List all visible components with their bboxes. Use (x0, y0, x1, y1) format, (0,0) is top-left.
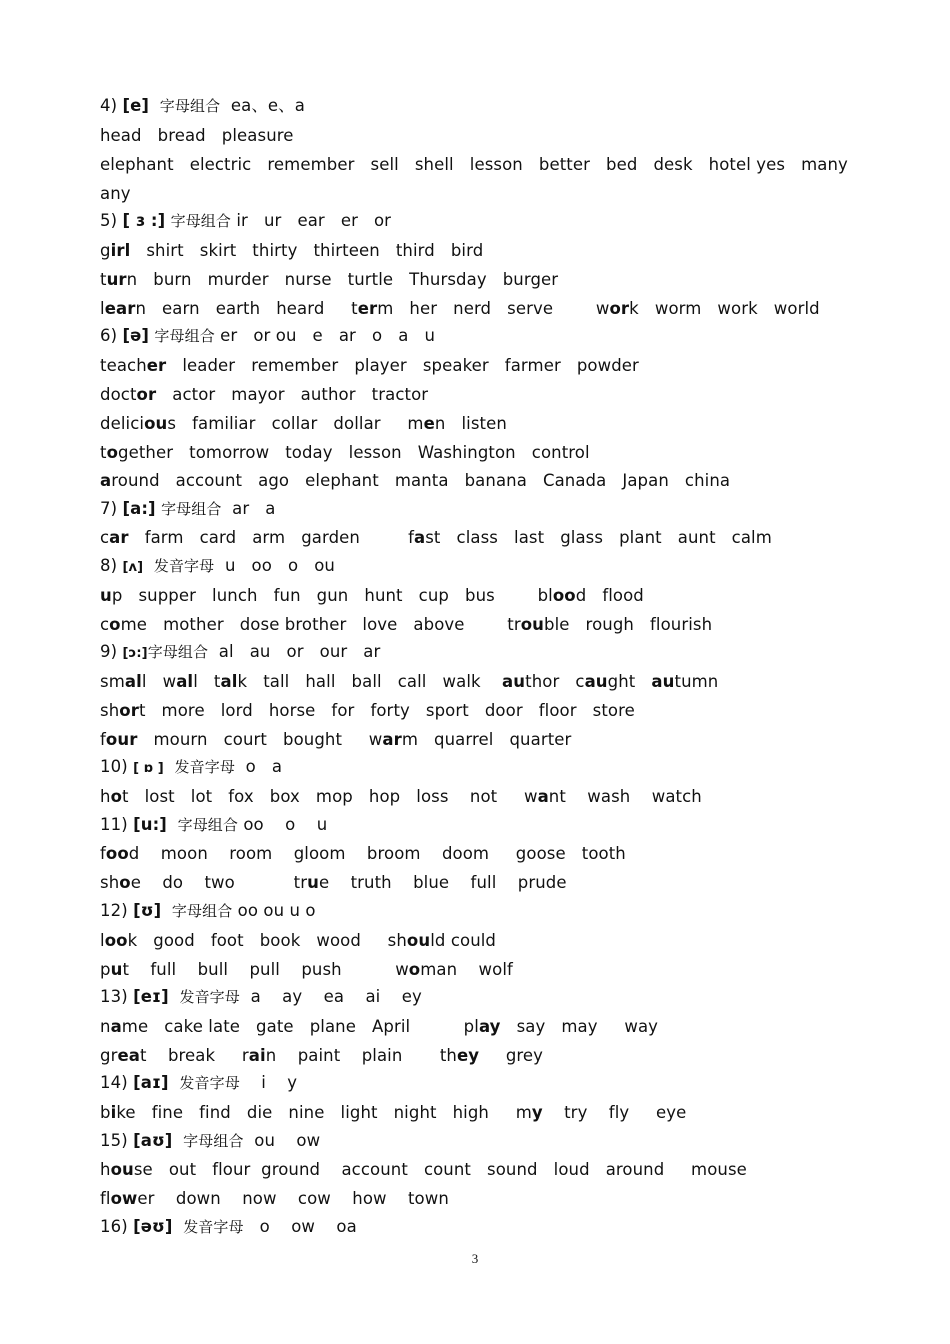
word-list-line (100, 528, 772, 548)
text-segment: 8) (100, 556, 123, 575)
chinese-label: 字母组合 (147, 643, 209, 661)
text-segment: 5) (100, 211, 123, 230)
section-heading (100, 987, 422, 1007)
text-segment: sh (100, 701, 120, 720)
text-segment: ght (607, 672, 652, 691)
word-list-line (100, 126, 294, 146)
bold-letters: [eɪ] (133, 987, 169, 1006)
chinese-label: 字母组合 (171, 902, 233, 920)
bold-letters: o (106, 443, 119, 462)
bold-letters: ou (110, 1160, 134, 1179)
word-list-line (100, 931, 496, 951)
text-segment: se out flour ground account count sound loud around mouse (133, 1160, 747, 1179)
page-number: 3 (471, 1251, 479, 1266)
bold-letters: ay (478, 1017, 501, 1036)
text-segment: man wolf (420, 960, 513, 979)
text-segment: 15) (100, 1131, 134, 1150)
text-segment: f (100, 844, 106, 863)
text-segment: t more lord horse for forty sport door floor store (138, 701, 635, 720)
section-heading (100, 556, 335, 578)
bold-letters: y (531, 1103, 543, 1122)
word-list-line (100, 1103, 686, 1123)
text-segment: oo ou u o (232, 901, 316, 920)
text-segment: sh (100, 873, 120, 892)
text-segment: ld could (430, 931, 497, 950)
bold-letters: [a:] (122, 499, 156, 518)
bold-letters: [aɪ] (133, 1073, 169, 1092)
text-segment: say may way (500, 1017, 659, 1036)
text-segment: h (100, 1160, 111, 1179)
text-segment: elephant electric remember sell shell lesson better bed desk hotel yes many (100, 155, 848, 174)
bold-letters: [ ɒ ] (133, 761, 164, 776)
text-segment: head bread pleasure (100, 126, 294, 145)
text-segment: ble rough flourish (544, 615, 713, 634)
bold-letters: oo (104, 931, 128, 950)
text-segment: shirt skirt thirty thirteen third bird (130, 241, 484, 260)
text-segment: p (100, 960, 111, 979)
text-segment: t (100, 270, 107, 289)
bold-letters: ear (104, 299, 136, 318)
text-segment: 4) (100, 96, 123, 115)
text-segment (164, 757, 175, 776)
text-segment: o ow oa (243, 1217, 357, 1236)
text-segment: er down now cow how town (137, 1189, 449, 1208)
bold-letters: [ʊ] (133, 901, 162, 920)
text-segment: t lost lot fox box mop hop loss not w (122, 787, 538, 806)
text-segment: l (100, 299, 105, 318)
bold-letters: e (423, 414, 435, 433)
chinese-label: 字母组合 (177, 816, 239, 834)
bold-letters: [aʊ] (133, 1131, 173, 1150)
word-list-line (100, 443, 590, 463)
chinese-label: 发音字母 (153, 557, 215, 575)
text-segment: 14) (100, 1073, 134, 1092)
word-list-line (100, 844, 626, 864)
word-list-line (100, 241, 483, 261)
word-list-line (100, 960, 513, 980)
bold-letters: our (105, 730, 138, 749)
bold-letters: au (584, 672, 608, 691)
word-list-line (100, 701, 635, 721)
section-heading (100, 1073, 297, 1093)
section-heading (100, 499, 276, 519)
section-heading (100, 326, 435, 346)
chinese-label: 字母组合 (183, 1132, 244, 1150)
word-list-line (100, 615, 712, 635)
word-list-line (100, 299, 820, 319)
bold-letters: [ʌ] (122, 560, 144, 575)
text-segment: k worm work world (629, 299, 820, 318)
bold-letters: ow (110, 1189, 138, 1208)
bold-letters: o (119, 873, 131, 892)
text-segment: leader remember player speaker farmer powder (166, 356, 639, 375)
text-segment: farm card arm garden f (128, 528, 414, 547)
text-segment (143, 556, 154, 575)
word-list-line (100, 385, 428, 405)
word-list-line (100, 873, 567, 893)
text-segment: try fly eye (542, 1103, 687, 1122)
text-segment: ea、e、a (220, 96, 305, 115)
text-segment: c (100, 528, 110, 547)
text-segment: round account ago elephant manta banana Canada Japan china (111, 471, 731, 490)
text-segment: o a (234, 757, 283, 776)
bold-letters: al (124, 672, 142, 691)
text-segment: u oo o ou (214, 556, 335, 575)
text-segment: n paint plain th (265, 1046, 457, 1065)
text-segment (149, 96, 160, 115)
text-segment: sm (100, 672, 125, 691)
text-segment: 7) (100, 499, 123, 518)
text-segment: l w (141, 672, 177, 691)
text-segment: st class last glass plant aunt calm (425, 528, 772, 547)
text-segment: a ay ea ai ey (239, 987, 422, 1006)
text-segment: ar a (221, 499, 276, 518)
bold-letters: ar (382, 730, 402, 749)
bold-letters: [ ɜ :] (122, 211, 166, 230)
text-segment: thor c (525, 672, 585, 691)
text-segment: i y (239, 1073, 298, 1092)
text-segment (167, 815, 178, 834)
text-segment: p supper lunch fun gun hunt cup bus bl (111, 586, 553, 605)
bold-letters: oo (552, 586, 576, 605)
text-segment: gether tomorrow today lesson Washington control (118, 443, 590, 462)
text-segment: m quarrel quarter (401, 730, 572, 749)
section-heading (100, 1217, 357, 1237)
text-segment: 16) (100, 1217, 134, 1236)
word-list-line (100, 586, 644, 606)
bold-letters: i (110, 1103, 117, 1122)
bold-letters: a (537, 787, 549, 806)
text-segment: me mother dose brother love above tr (120, 615, 521, 634)
bold-letters: er (357, 299, 378, 318)
word-list-line (100, 356, 639, 376)
word-list-line (100, 184, 131, 204)
chinese-label: 发音字母 (183, 1218, 244, 1236)
text-segment (173, 1217, 184, 1236)
text-segment (161, 901, 172, 920)
bold-letters: er (146, 356, 167, 375)
bold-letters: or (136, 385, 157, 404)
bold-letters: al (220, 672, 238, 691)
text-segment: f (100, 730, 106, 749)
text-segment: 12) (100, 901, 134, 920)
bold-letters: au (502, 672, 526, 691)
bold-letters: [əʊ] (133, 1217, 173, 1236)
bold-letters: o (110, 787, 122, 806)
text-segment: e truth blue full prude (318, 873, 567, 892)
bold-letters: ey (456, 1046, 480, 1065)
text-segment: l (100, 931, 105, 950)
bold-letters: ea (117, 1046, 140, 1065)
bold-letters: [ə] (122, 326, 150, 345)
text-segment: 6) (100, 326, 123, 345)
section-heading (100, 815, 327, 835)
text-segment: grey (479, 1046, 544, 1065)
word-list-line (100, 672, 718, 692)
text-segment: ir ur ear er or (231, 211, 392, 230)
text-segment: er or ou e ar o a u (214, 326, 436, 345)
chinese-label: 字母组合 (159, 97, 221, 115)
text-segment: n earn earth heard t (135, 299, 358, 318)
word-list-line (100, 1017, 658, 1037)
text-segment: nt wash watch (548, 787, 702, 806)
text-segment: m her nerd serve w (377, 299, 610, 318)
bold-letters: or (609, 299, 630, 318)
section-heading (100, 211, 391, 231)
text-segment: e do two tr (130, 873, 308, 892)
bold-letters: o (408, 960, 421, 979)
text-segment (169, 987, 180, 1006)
bold-letters: ur (106, 270, 127, 289)
bold-letters: oo (105, 844, 129, 863)
bold-letters: a (100, 471, 112, 490)
text-segment: b (100, 1103, 111, 1122)
section-heading (100, 642, 380, 664)
bold-letters: a (110, 1017, 122, 1036)
word-list-line (100, 1046, 543, 1066)
chinese-label: 字母组合 (154, 327, 215, 345)
text-segment: 11) (100, 815, 134, 834)
text-segment: s familiar collar dollar m (167, 414, 424, 433)
text-segment: k tall hall ball call walk (237, 672, 503, 691)
text-segment: teach (100, 356, 147, 375)
text-segment: tumn (674, 672, 719, 691)
section-heading (100, 901, 316, 921)
section-heading (100, 96, 305, 116)
bold-letters: o (109, 615, 121, 634)
bold-letters: ou (520, 615, 545, 634)
text-segment: 13) (100, 987, 134, 1006)
text-segment: 10) (100, 757, 134, 776)
text-segment: actor mayor author tractor (156, 385, 429, 404)
text-segment: fl (100, 1189, 111, 1208)
text-segment: ke fine find die nine light night high m (116, 1103, 532, 1122)
bold-letters: au (651, 672, 675, 691)
text-segment: l t (193, 672, 221, 691)
word-list-line (100, 471, 730, 491)
chinese-label: 发音字母 (179, 988, 240, 1006)
word-list-line (100, 1160, 747, 1180)
bold-letters: irl (110, 241, 131, 260)
bold-letters: ou (406, 931, 431, 950)
text-segment: h (100, 787, 111, 806)
word-list-line (100, 414, 507, 434)
text-segment: d moon room gloom broom doom goose tooth (128, 844, 626, 863)
bold-letters: u (307, 873, 319, 892)
text-segment (172, 1131, 183, 1150)
bold-letters: [e] (122, 96, 150, 115)
chinese-label: 发音字母 (179, 1074, 240, 1092)
chinese-label: 字母组合 (170, 212, 232, 230)
chinese-label: 发音字母 (174, 758, 235, 776)
chinese-label: 字母组合 (161, 500, 222, 518)
text-segment: g (100, 241, 111, 260)
text-segment: 9) (100, 642, 123, 661)
text-segment: delici (100, 414, 145, 433)
bold-letters: a (413, 528, 426, 547)
text-segment: d flood (575, 586, 644, 605)
text-segment: oo o u (238, 815, 328, 834)
text-segment: n (100, 1017, 111, 1036)
bold-letters: or (119, 701, 139, 720)
bold-letters: [ɔ:] (122, 646, 148, 661)
word-list-line (100, 1189, 449, 1209)
bold-letters: ai (248, 1046, 266, 1065)
text-segment: ou ow (243, 1131, 321, 1150)
word-list-line (100, 270, 558, 290)
text-segment: t (100, 443, 107, 462)
text-segment: k good foot book wood sh (127, 931, 407, 950)
text-segment: al au or our ar (208, 642, 381, 661)
text-segment: t break r (140, 1046, 249, 1065)
word-list-line (100, 730, 571, 750)
text-segment (169, 1073, 180, 1092)
text-segment: gr (100, 1046, 118, 1065)
text-segment: t full bull pull push w (122, 960, 409, 979)
bold-letters: ar (109, 528, 129, 547)
section-heading (100, 757, 282, 779)
bold-letters: u (100, 586, 112, 605)
bold-letters: ou (144, 414, 168, 433)
text-segment: n burn murder nurse turtle Thursday burger (126, 270, 559, 289)
text-segment: doct (100, 385, 137, 404)
word-list-line (100, 787, 702, 807)
bold-letters: [u:] (133, 815, 167, 834)
text-segment: c (100, 615, 110, 634)
bold-letters: u (110, 960, 123, 979)
text-segment: any (100, 184, 131, 203)
bold-letters: al (176, 672, 194, 691)
word-list-line (100, 155, 848, 175)
section-heading (100, 1131, 320, 1151)
text-segment: n listen (434, 414, 507, 433)
text-segment: me cake late gate plane April pl (121, 1017, 479, 1036)
text-segment: mourn court bought w (137, 730, 383, 749)
